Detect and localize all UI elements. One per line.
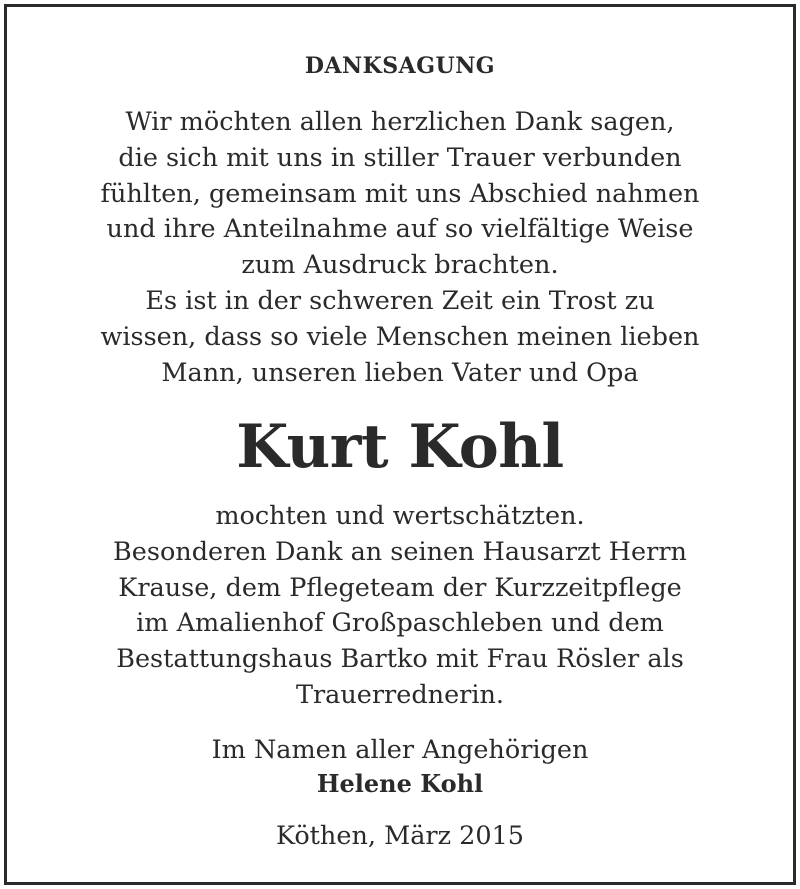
paragraph-line: die sich mit uns in stiller Trauer verbunden (118, 142, 682, 173)
paragraph-line: Krause, dem Pflegeteam der Kurzzeitpflege (118, 572, 682, 603)
paragraph-line: Trauerrednerin. (295, 679, 505, 710)
place-date: Köthen, März 2015 (275, 821, 525, 851)
paragraph-line: Es ist in der schweren Zeit ein Trost zu (145, 285, 655, 316)
paragraph-line: Bestattungshaus Bartko mit Frau Rösler als (116, 644, 684, 675)
paragraph-line: im Amalienhof Großpaschleben und dem (136, 608, 664, 639)
on-behalf-line: Im Namen aller Angehörigen (211, 735, 589, 765)
paragraph-line: mochten und wertschätzten. (215, 501, 585, 531)
gratitude-paragraph (7, 105, 793, 391)
paragraph-line: zum Ausdruck brachten. (241, 250, 559, 281)
signer-name: Helene Kohl (316, 769, 484, 798)
notice-frame (4, 4, 796, 885)
paragraph-line: Wir möchten allen herzlichen Dank sagen, (125, 107, 675, 137)
paragraph-line: Besonderen Dank an seinen Hausarzt Herrn (113, 536, 687, 567)
thanks-paragraph (7, 499, 793, 714)
notice-heading: DANKSAGUNG (304, 53, 496, 79)
paragraph-line: fühlten, gemeinsam mit uns Abschied nahmen (100, 178, 700, 209)
deceased-name: Kurt Kohl (236, 412, 564, 482)
paragraph-line: wissen, dass so viele Menschen meinen lieben (100, 321, 700, 352)
paragraph-line: Mann, unseren lieben Vater und Opa (161, 357, 639, 388)
paragraph-line: und ihre Anteilnahme auf so vielfältige Weise (106, 214, 694, 245)
